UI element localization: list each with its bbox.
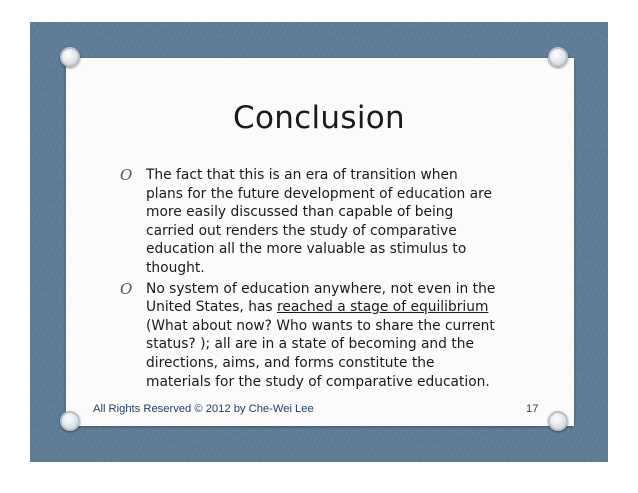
bullet-item	[118, 280, 498, 392]
bullet-text: No system of education anywhere, not even in the United States, has	[146, 280, 496, 316]
bullet-marker-icon: O	[120, 166, 133, 184]
footer-copyright: All Rights Reserved © 2012 by Che-Wei Lee	[93, 403, 314, 415]
bullet-item	[118, 166, 498, 278]
bullet-list	[118, 166, 498, 393]
pushpin-icon	[548, 411, 568, 431]
pushpin-icon	[60, 47, 80, 67]
bullet-marker-icon: O	[120, 279, 133, 298]
bullet-text: (What about now? Who wants to share the current status? ); all are in a state of becoming and the directions, aims, and forms constitute the materials for the study of comparative education.	[146, 317, 495, 390]
page-number: 17	[526, 403, 539, 415]
pushpin-icon	[548, 47, 568, 67]
bullet-text: The fact that this is an era of transition when plans for the future development of education are more easily discussed than capable of being carried out renders the study of comparative education all the more valuable as stimulus to thought.	[146, 167, 492, 276]
pushpin-icon	[60, 411, 80, 431]
slide-title: Conclusion	[233, 100, 405, 136]
underlined-phrase: reached a stage of equilibrium	[276, 299, 489, 316]
